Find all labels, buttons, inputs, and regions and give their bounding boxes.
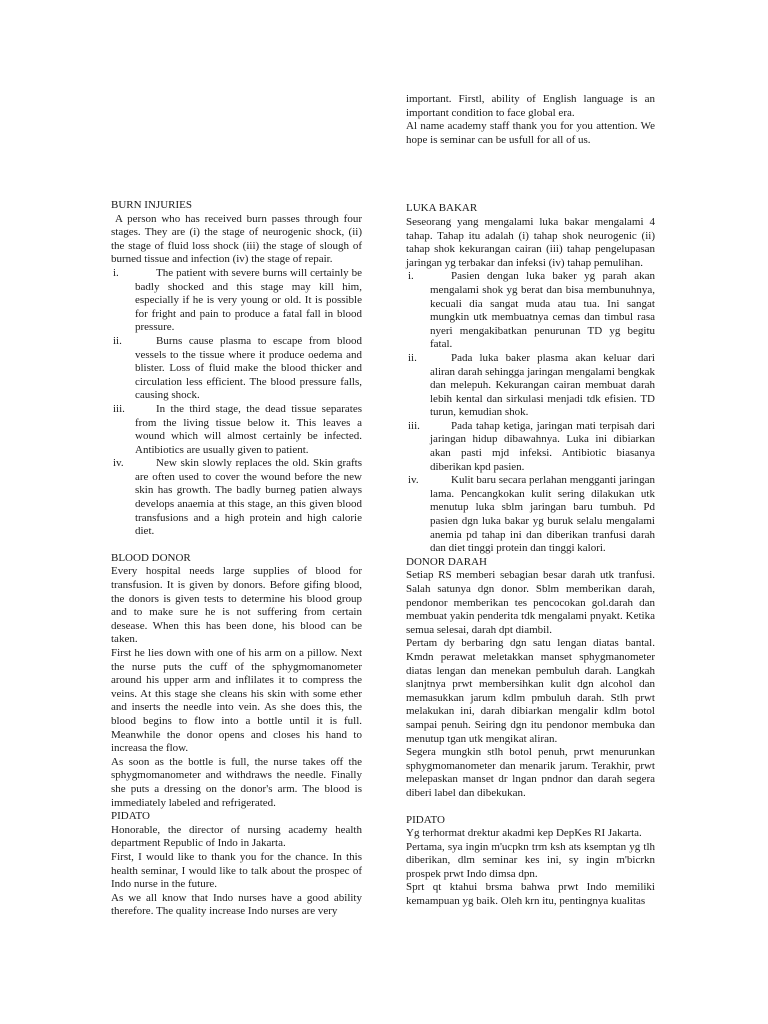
spacer — [406, 801, 655, 814]
donor-darah-heading: DONOR DARAH — [406, 555, 487, 568]
paragraph: Pertama, sya ingin m'ucpkn trm ksh ats ksemptan yg tlh diberikan, dlm seminar kes ini, sy ingin m'bicrkn prospek prwt Indo dimsa dpn. — [406, 840, 655, 880]
pidato-heading: PIDATO — [111, 810, 150, 823]
luka-bakar-intro: Seseorang yang mengalami luka bakar mengalami 4 tahap. Tahap itu adalah (i) tahap shok neurogenic (ii) tahap shok kekurangan cairan (iii) tahap pengelupasan jaringan yg terbakar dan infeksi (iv) tahap pemulihan. — [406, 215, 655, 269]
list-text: Kulit baru secara perlahan mengganti jaringan lama. Pencangkokan kulit sering dilakukan utk menutup luka sblm jaringan baru tumbuh. Pd pasien dgn luka bakar yg buruk selalu mengalami anemia pd tahap ini dan diberikan tranfusi darah dan diet tinggi protein dan tinggi kalori. — [430, 474, 655, 555]
list-text: Burns cause plasma to escape from blood vessels to the tissue where it produce oedema and blister. Loss of fluid make the blood thicker and circulation less efficient. The blood pressure falls, causing shock. — [135, 334, 362, 402]
list-text: Pada tahap ketiga, jaringan mati terpisah dari jaringan hidup dibawahnya. Luka ini dibiarkan akan pasti mjd infeksi. Antibiotic biasanya diberikan kpd pasien. — [430, 419, 655, 473]
paragraph: As soon as the bottle is full, the nurse takes off the sphygmomanometer and withdraws the needle. Finally she puts a dressing on the donor's arm. The blood is immediately labeled and refrigerated. — [111, 755, 362, 809]
list-item — [111, 457, 362, 539]
list-number: ii. — [408, 351, 417, 364]
paragraph: Honorable, the director of nursing academy health department Republic of Indo in Jakarta. — [111, 823, 362, 850]
paragraph: important. Firstl, ability of English language is an important condition to face global era. — [406, 93, 655, 119]
list-text: Pasien dengan luka baker yg parah akan mengalami shok yg berat dan bisa membunuhnya, kecuali dia sangat muda atau tua. Ini sangat mungkin utk membuatnya cemas dan timbul rasa nyeri mengakibatkan penurunan TD yg begitu fatal. — [430, 270, 655, 351]
list-number: iii. — [408, 419, 420, 432]
list-text: In the third stage, the dead tissue separates from the living tissue below it. This leaves a wound which will almost certainly be infected. Antibiotics are usually given to patient. — [135, 402, 362, 456]
list-item — [406, 420, 655, 474]
blood-donor-heading: BLOOD DONOR — [111, 551, 191, 564]
paragraph: First, I would like to thank you for the chance. In this health seminar, I would like to talk about the prospec of Indo nurse in the future. — [111, 850, 362, 891]
burn-injuries-heading: BURN INJURIES — [111, 199, 192, 211]
spacer — [111, 539, 362, 552]
list-number: i. — [113, 266, 119, 279]
luka-stages-list — [406, 270, 655, 555]
list-number: i. — [408, 270, 414, 283]
list-item — [111, 267, 362, 335]
list-number: iv. — [113, 457, 124, 470]
paragraph: Al name academy staff thank you for you attention. We hope is seminar can be usfull for all of us. — [406, 120, 655, 146]
list-text: Pada luka baker plasma akan keluar dari aliran darah sehingga jaringan mengalami bengkak dan melepuh. Kekurangan cairan membuat darah lebih kental dan sirkulasi menjadi tdk efisien. TD turun, kemudian shok. — [430, 351, 655, 419]
pidato-heading: PIDATO — [406, 813, 445, 826]
paragraph: Yg terhormat drektur akadmi kep DepKes RI Jakarta. — [406, 827, 642, 840]
paragraph: Pertam dy berbaring dgn satu lengan diatas bantal. Kmdn perawat meletakkan manset sphygmanometer diatas lengan dan menekan pembuluh darah. Langkah slanjtnya prwt membersihkan kulit dgn alcohol dan memasukkan jarum kdlm pmbuluh darah. Stlh prwt melakukan ini, darah dibiarkan mengalir kdlm botol sampai penuh. Seiring dgn itu pendonor membuka dan menutup tgan utk mengikat aliran. — [406, 637, 655, 745]
list-text: The patient with severe burns will certainly be badly shocked and this stage may kill him, especially if he is very young or old. It is possible for fright and pain to produce a fatal fall in blood pressure. — [135, 266, 362, 334]
list-item — [111, 403, 362, 457]
list-text: New skin slowly replaces the old. Skin grafts are often used to cover the wound before the new skin has growth. The badly burneg patien always develops anaemia at this stage, an this given blood transfusions and a high protein and high calorie diet. — [135, 457, 362, 538]
burn-injuries-intro: A person who has received burn passes through four stages. They are (i) the stage of neurogenic shock, (ii) the stage of fluid loss shock (iii) the stage of slough of burned tissue and infection (iv) the stage of repair. — [111, 212, 362, 266]
list-number: iv. — [408, 474, 419, 487]
paragraph: Sprt qt ktahui brsma bahwa prwt Indo memiliki kemampuan yg baik. Oleh krn itu, pentingnya kualitas — [406, 881, 655, 908]
list-item — [406, 474, 655, 556]
list-item — [406, 270, 655, 352]
left-column — [111, 199, 362, 919]
paragraph: First he lies down with one of his arm on a pillow. Next the nurse puts the cuff of the sphygmomanometer around his upper arm and inflilates it to compress the veins. At this stage she cleans his skin with some ether and inserts the needle into vein. As she does this, the blood begins to flow into a bottle until it is full. Meanwhile the donor opens and closes his hand to increasa the flow. — [111, 647, 362, 755]
right-column — [406, 93, 655, 909]
burn-stages-list — [111, 267, 362, 539]
spacer — [406, 147, 655, 202]
list-number: iii. — [113, 402, 125, 415]
list-item — [406, 352, 655, 420]
paragraph: Setiap RS memberi sebagian besar darah utk tranfusi. Salah satunya dgn donor. Sblm memberikan darah, pendonor memberikan tes pencocokan gol.darah dan membuat yakin penderita tdk mengalami pnyakt. Ketika semua selesai, darah dpt diambil. — [406, 569, 655, 636]
luka-bakar-heading: LUKA BAKAR — [406, 202, 478, 215]
paragraph: Every hospital needs large supplies of blood for transfusion. It is given by donors. Before gifing blood, the donors is given tests to determine his blood group and to make sure he is not suffering from certain desease. When this has been done, his blood can be taken. — [111, 565, 362, 646]
paragraph: Segera mungkin stlh botol penuh, prwt menurunkan sphygmomanometer dan menarik jarum. Terakhir, prwt melepaskan manset dr lngan pndnor dan darah segera diberi label dan dibekukan. — [406, 746, 655, 799]
paragraph: As we all know that Indo nurses have a good ability therefore. The quality increase Indo nurses are very — [111, 891, 362, 918]
list-number: ii. — [113, 334, 122, 347]
list-item — [111, 335, 362, 403]
